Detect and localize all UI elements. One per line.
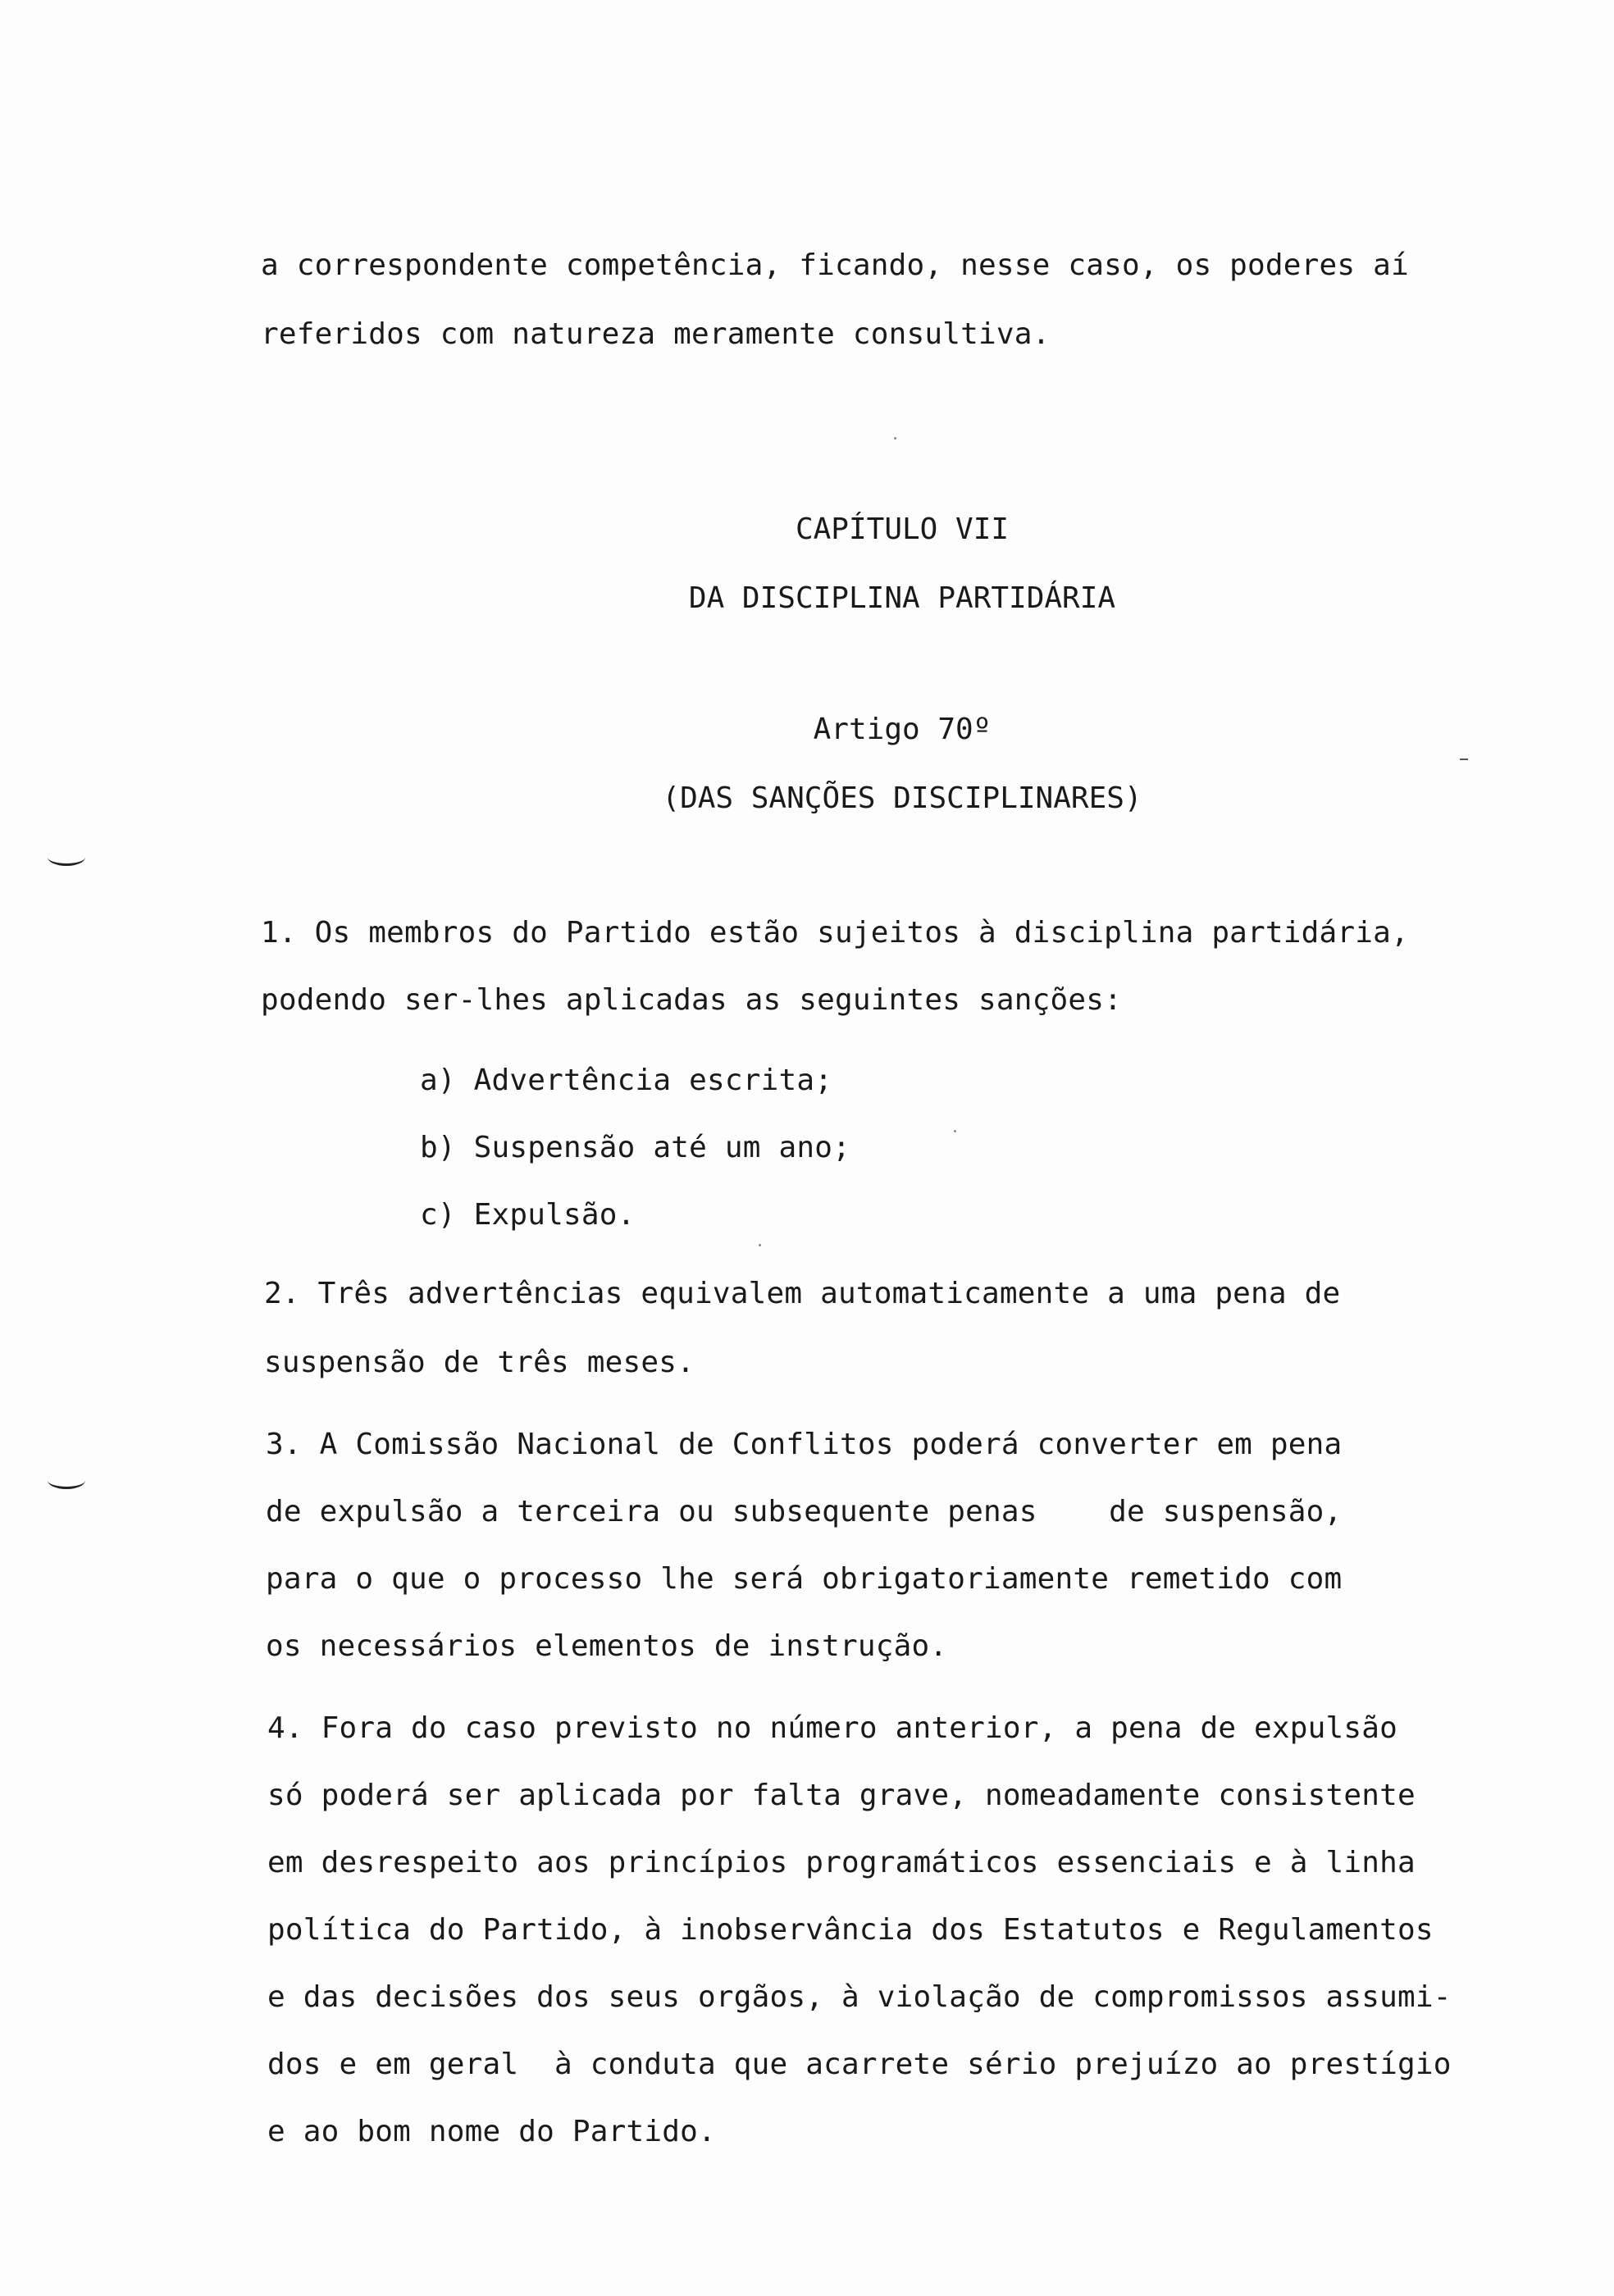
paragraph-3-line-2: de expulsão a terceira ou subsequente penas de suspensão, [266, 1495, 1343, 1528]
article-number: Artigo 70º [813, 713, 992, 746]
scan-speck [759, 1244, 761, 1246]
paragraph-4-line-2: só poderá ser aplicada por falta grave, nomeadamente consistente [267, 1779, 1416, 1812]
paragraph-2-line-1: 2. Três advertências equivalem automaticamente a uma pena de [264, 1277, 1341, 1310]
paragraph-4-line-6: dos e em geral à conduta que acarrete sério prejuízo ao prestígio [267, 2048, 1452, 2081]
chapter-title: DA DISCIPLINA PARTIDÁRIA [688, 581, 1116, 615]
sanction-item-b: b) Suspensão até um ano; [420, 1131, 850, 1164]
paragraph-1-line-2: podendo ser-lhes aplicadas as seguintes sanções: [261, 983, 1122, 1017]
sanction-item-a: a) Advertência escrita; [420, 1064, 833, 1097]
paragraph-2-line-2: suspensão de três meses. [264, 1346, 695, 1379]
scan-dash [1460, 758, 1468, 760]
paragraph-4-line-5: e das decisões dos seus orgãos, à violação de compromissos assumi- [267, 1980, 1452, 2014]
binder-mark-lower [48, 1472, 85, 1489]
paragraph-3-line-4: os necessários elementos de instrução. [266, 1629, 948, 1663]
chapter-number: CAPÍTULO VII [795, 512, 1010, 546]
intro-line-1: a correspondente competência, ficando, nesse caso, os poderes aí [261, 248, 1409, 282]
paragraph-4-line-7: e ao bom nome do Partido. [267, 2115, 716, 2148]
paragraph-1-line-1: 1. Os membros do Partido estão sujeitos à disciplina partidária, [261, 916, 1409, 950]
paragraph-4-line-1: 4. Fora do caso previsto no número anterior, a pena de expulsão [267, 1711, 1398, 1745]
binder-mark-upper [48, 849, 85, 866]
paragraph-4-line-3: em desrespeito aos princípios programáticos essenciais e à linha [267, 1846, 1416, 1879]
paragraph-4-line-4: política do Partido, à inobservância dos Estatutos e Regulamentos [267, 1913, 1434, 1947]
sanction-item-c: c) Expulsão. [420, 1198, 636, 1232]
scan-speck [954, 1130, 956, 1132]
paragraph-3-line-1: 3. A Comissão Nacional de Conflitos poderá converter em pena [266, 1428, 1343, 1461]
article-title: (DAS SANÇÕES DISCIPLINARES) [662, 781, 1142, 815]
intro-line-2: referidos com natureza meramente consultiva. [261, 317, 1051, 351]
scan-speck [894, 437, 896, 440]
paragraph-3-line-3: para o que o processo lhe será obrigatoriamente remetido com [266, 1562, 1343, 1596]
